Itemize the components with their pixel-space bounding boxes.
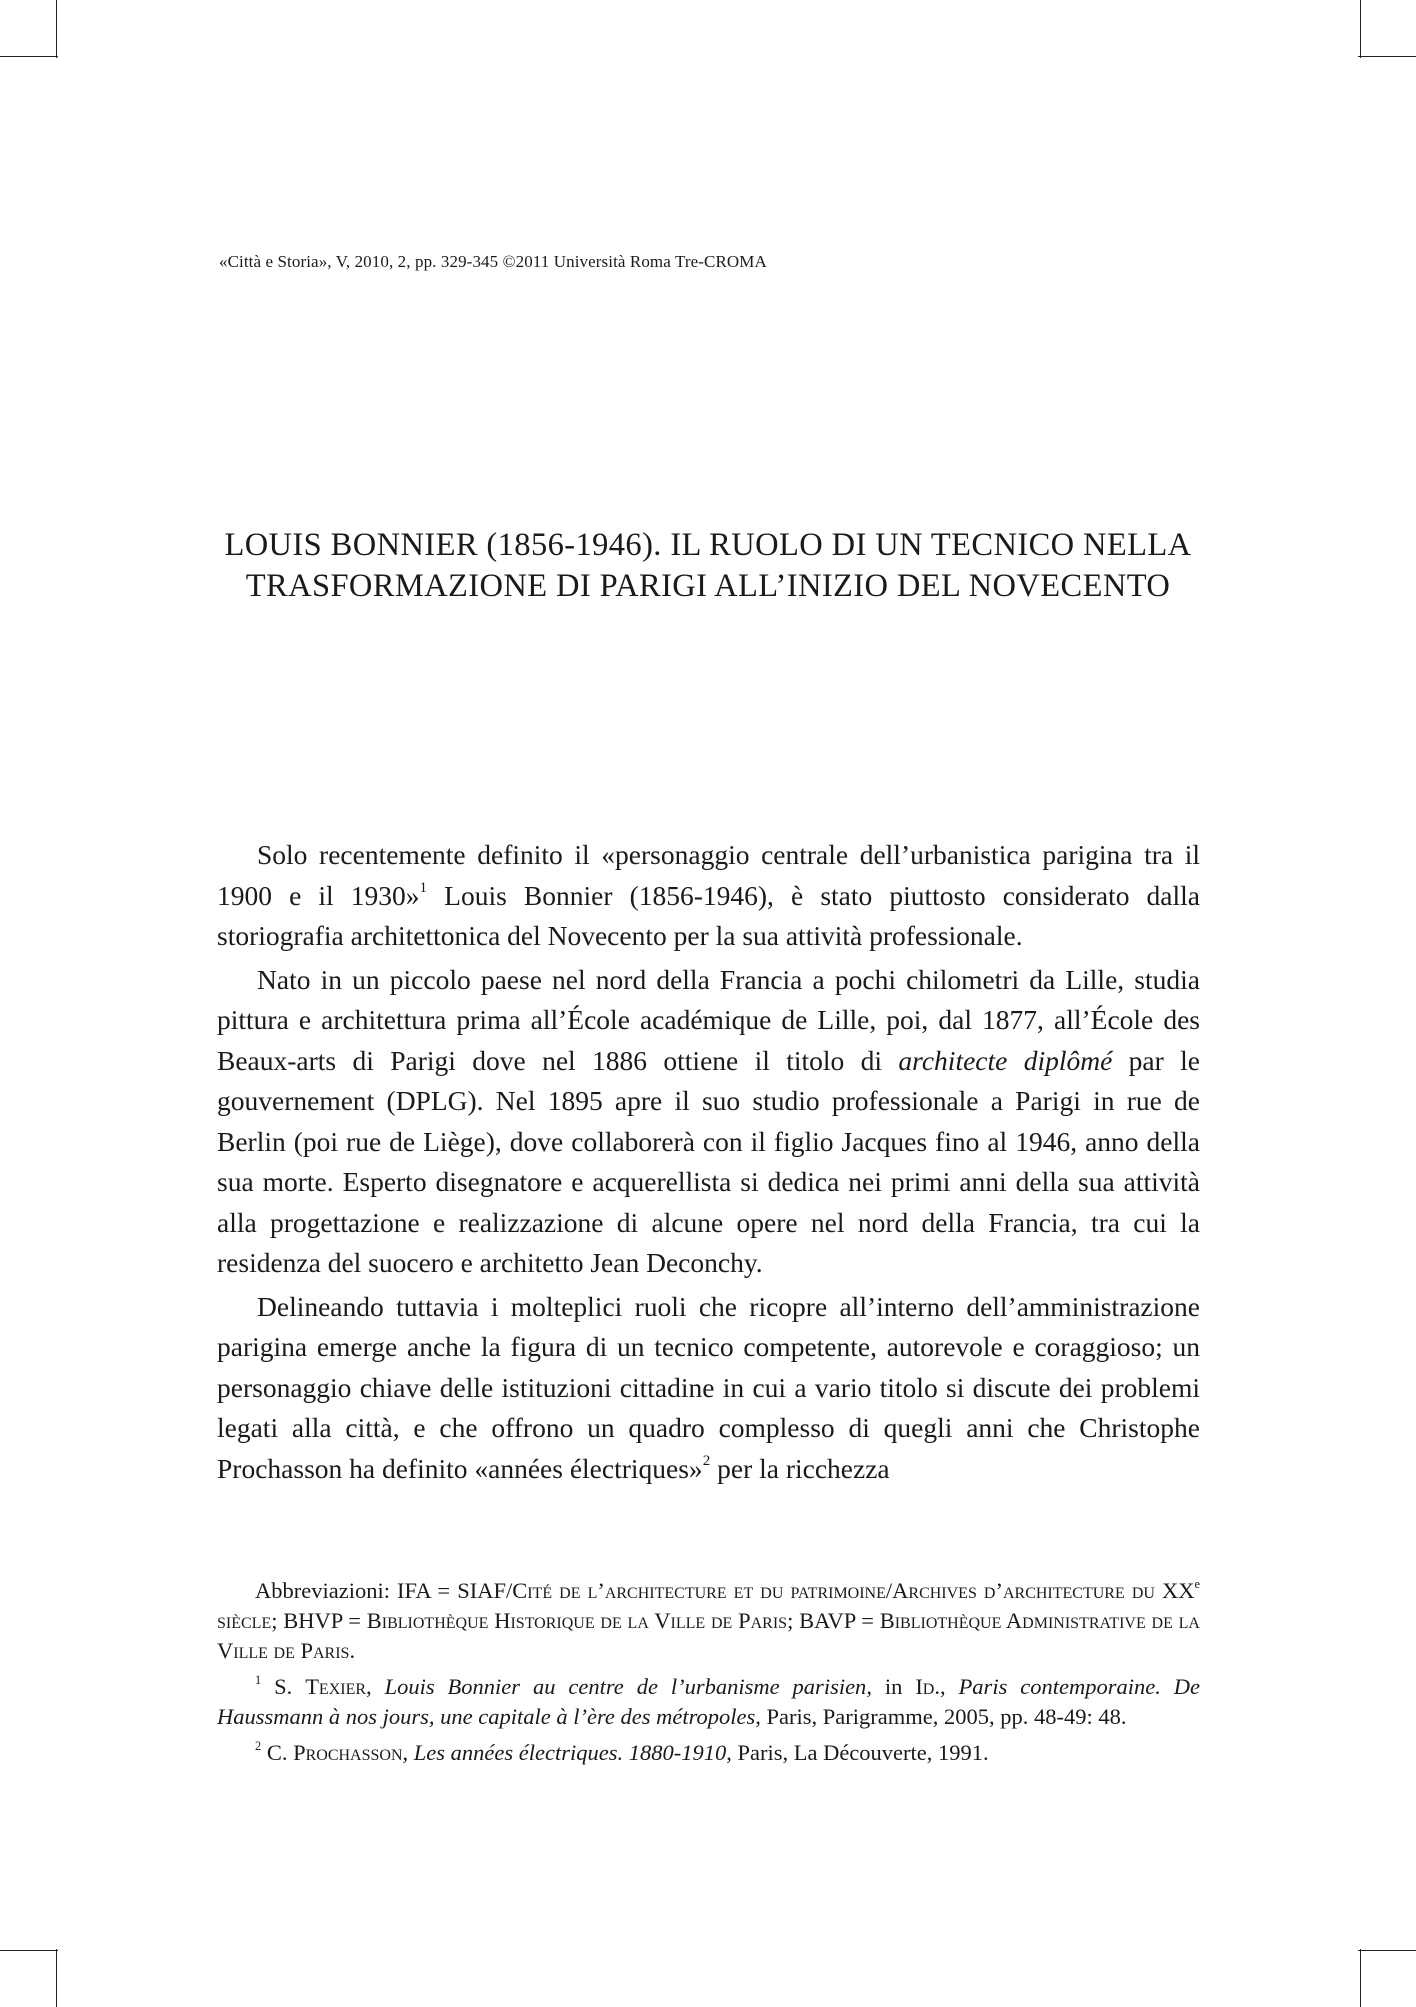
abbreviations-note: Abbreviazioni: IFA = SIAF/Cité de l’architecture et du patrimoine/Archives d’architecture du XXe siècle; BHVP = Bibliothèque Historique de la Ville de Paris; BAVP = Bibliothèque Administrative de la Ville de Paris. xyxy=(217,1576,1200,1663)
title-line-1: LOUIS BONNIER (1856-1946). IL RUOLO DI UN TECNICO NELLA xyxy=(224,527,1192,563)
footnote-ref-2: 2 xyxy=(702,1453,711,1470)
footnote-1: $^1$ S. Texier, Louis Bonnier au centre de l’urbanisme parisien, in Id., Paris contemporaine. De Haussmann à nos jours, une capitale à l’ère des métropoles, Paris, Parigramme, 2005, pp. 48-49: 48. xyxy=(217,1672,1201,1729)
crop-mark xyxy=(56,0,57,58)
crop-mark xyxy=(1358,56,1416,57)
footnote-2: $^2$ C. Prochasson, Les années électriques. 1880-1910, Paris, La Découverte, 1991. xyxy=(255,1738,989,1765)
crop-mark xyxy=(56,1949,57,2007)
paragraph-3: Delineando tuttavia i molteplici ruoli che ricopre all’interno dell’amministrazione parigina emerge anche la figura di un tecnico competente, autorevole e coraggioso; un personaggio chiave delle istituzioni cittadine in cui a vario titolo si discute dei problemi legati alla città, e che offrono un quadro complesso di quegli anni che Christophe Prochasson ha definito «années électriques»$^2$ per la ricchezza xyxy=(217,1290,1200,1484)
footnotes xyxy=(217,1576,1200,1768)
crop-mark xyxy=(1358,1950,1416,1951)
crop-mark xyxy=(1360,1949,1361,2007)
crop-mark xyxy=(0,56,58,57)
running-head: «Città e Storia», V, 2010, 2, pp. 329-345 ©2011 Università Roma Tre-CROMA xyxy=(219,252,767,271)
crop-mark xyxy=(0,1950,58,1951)
article-title xyxy=(200,525,1216,607)
paragraph-2: Nato in un piccolo paese nel nord della Francia a pochi chilometri da Lille, studia pittura e architettura prima all’École académique de Lille, poi, dal 1877, all’École des Beaux-arts di Parigi dove nel 1886 ottiene il titolo di architecte diplômé par le gouvernement (DPLG). Nel 1895 apre il suo studio professionale a Parigi in rue de Berlin (poi rue de Liège), dove collaborerà con il figlio Jacques fino al 1946, anno della sua morte. Esperto disegnatore e acquerellista si dedica nei primi anni della sua attività alla progettazione e realizzazione di alcune opere nel nord della Francia, tra cui la residenza del suocero e architetto Jean Deconchy. xyxy=(217,963,1200,1278)
title-line-2: TRASFORMAZIONE DI PARIGI ALL’INIZIO DEL NOVECENTO xyxy=(245,568,1171,604)
paragraph-1: Solo recentemente definito il «personaggio centrale dell’urbanistica parigina tra il 1900 e il 1930»$^1$ Louis Bonnier (1856-1946), è stato piuttosto considerato dalla storiografia architettonica del Novecento per la sua attività professionale. xyxy=(217,839,1200,951)
crop-mark xyxy=(1360,0,1361,58)
body-text xyxy=(217,835,1200,1489)
footnote-ref-1: 1 xyxy=(419,880,428,897)
